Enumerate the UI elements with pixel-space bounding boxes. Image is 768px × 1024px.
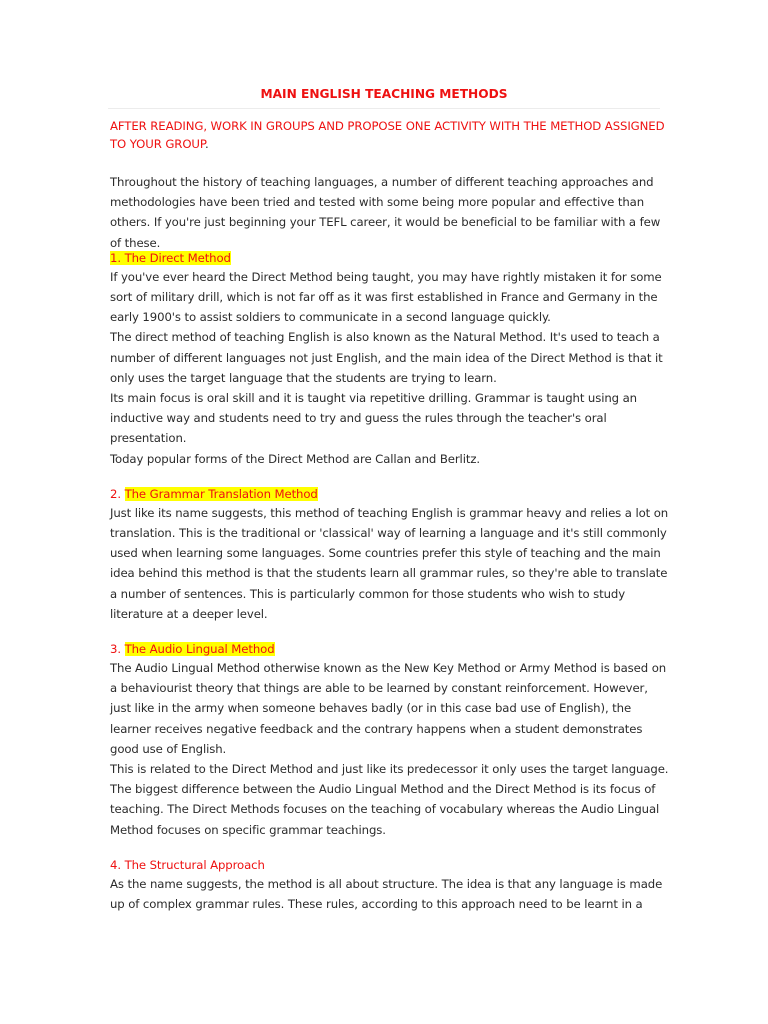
section-heading-structural-approach	[110, 856, 670, 874]
paragraph: The direct method of teaching English is also known as the Natural Method. It's used to teach a number of different languages not just English, and the main idea of the Direct Method is that it only uses the target language that the students are trying to learn.	[110, 330, 663, 385]
paragraph: This is related to the Direct Method and just like its predecessor it only uses the target language. The biggest difference between the Audio Lingual Method and the Direct Method is its focus of teaching. The Direct Methods focuses on the teaching of vocabulary whereas the Audio Lingual Method focuses on specific grammar teachings.	[110, 762, 669, 837]
paragraph: The Audio Lingual Method otherwise known as the New Key Method or Army Method is based on a behaviourist theory that things are able to be learned by constant reinforcement. However, just like in the army when someone behaves badly (or in this case bad use of English), the learner receives negative feedback and the contrary happens when a student demonstrates good use of English.	[110, 661, 667, 756]
section-title: 4. The Structural Approach	[110, 857, 265, 872]
intro-paragraph: Throughout the history of teaching languages, a number of different teaching approaches and methodologies have been tried and tested with some being more popular and effective than others. If you're just beginning your TEFL career, it would be beneficial to be familiar with a few of these.	[110, 175, 661, 250]
section-title: 1. The Direct Method	[110, 250, 231, 265]
section-heading-audio-lingual	[110, 640, 670, 658]
title-divider	[108, 108, 660, 109]
section-number: 3.	[110, 642, 125, 657]
section-heading-direct-method	[110, 249, 670, 267]
paragraph: Its main focus is oral skill and it is taught via repetitive drilling. Grammar is taught using an inductive way and students need to try and guess the rules through the teacher's oral presentation.	[110, 391, 637, 446]
document-body	[110, 117, 670, 914]
paragraph: As the name suggests, the method is all about structure. The idea is that any language is made up of complex grammar rules. These rules, according to this approach need to be learnt in a	[110, 876, 663, 912]
section-heading-grammar-translation	[110, 485, 670, 503]
page-title: MAIN ENGLISH TEACHING METHODS	[260, 87, 508, 101]
paragraph: Today popular forms of the Direct Method are Callan and Berlitz.	[110, 451, 480, 466]
instruction-period: .	[205, 137, 209, 151]
paragraph: Just like its name suggests, this method of teaching English is grammar heavy and relies a lot on translation. This is the traditional or 'classical' way of learning a language and it's still commonly used when learning some languages. Some countries prefer this style of teaching and the main idea behind this method is that the students learn all grammar rules, so they're able to translate a number of sentences. This is particularly common for those students who wish to study literature at a deeper level.	[110, 505, 669, 621]
paragraph: If you've ever heard the Direct Method being taught, you may have rightly mistaken it for some sort of military drill, which is not far off as it was first established in France and Germany in the early 1900's to assist soldiers to communicate in a second language quickly.	[110, 269, 662, 325]
section-title: The Grammar Translation Method	[124, 486, 318, 501]
assignment-instruction	[110, 117, 670, 153]
section-title: The Audio Lingual Method	[124, 642, 275, 657]
section-number: 2.	[110, 486, 125, 501]
instruction-text: AFTER READING, WORK IN GROUPS AND PROPOSE ONE ACTIVITY WITH THE METHOD ASSIGNED TO YOUR GROUP	[110, 119, 665, 151]
